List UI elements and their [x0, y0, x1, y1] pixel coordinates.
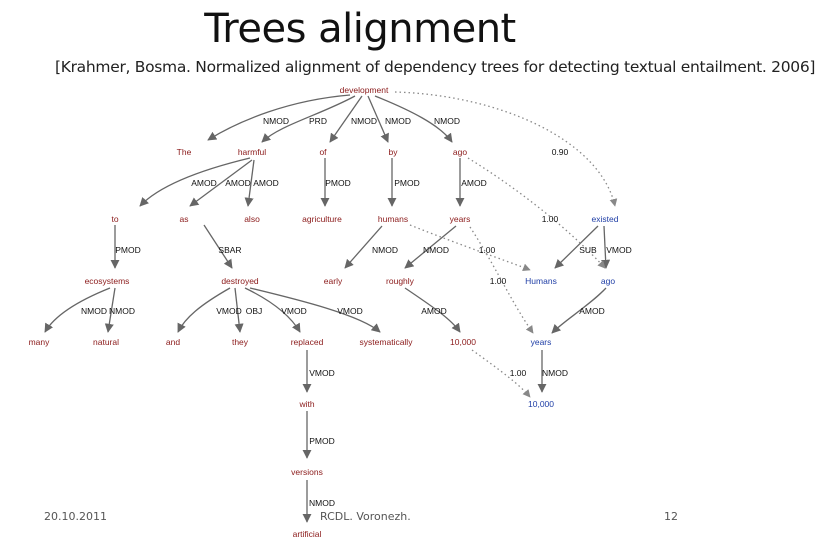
- word-node: natural: [93, 337, 119, 347]
- edge-label: VMOD: [216, 306, 242, 316]
- word-node: systematically: [359, 337, 413, 347]
- edge-label: AMOD: [225, 178, 251, 188]
- word-node: they: [231, 337, 249, 347]
- edge-label: NMOD: [263, 116, 289, 126]
- edge-label: AMOD: [253, 178, 279, 188]
- word-node: also: [244, 214, 260, 224]
- alignment-score: 1.00: [478, 245, 496, 255]
- word-node: agriculture: [302, 214, 342, 224]
- edge-label: NMOD: [81, 306, 107, 316]
- word-node: development: [339, 85, 389, 95]
- word-node-aligned: Humans: [525, 276, 557, 286]
- alignment-score: 1.00: [509, 368, 527, 378]
- word-node: early: [323, 276, 343, 286]
- word-node: ago: [452, 147, 468, 157]
- word-node-aligned: years: [530, 337, 552, 347]
- word-node: with: [299, 399, 315, 409]
- word-node: years: [449, 214, 471, 224]
- edge-label: PMOD: [394, 178, 420, 188]
- edge-label: VMOD: [281, 306, 307, 316]
- edge-label: VMOD: [606, 245, 632, 255]
- edge-label: NMOD: [309, 498, 335, 508]
- word-node: to: [111, 214, 119, 224]
- slide-title: Trees alignment: [204, 6, 516, 52]
- word-node: humans: [377, 214, 409, 224]
- edge-label: PRD: [309, 116, 327, 126]
- word-node: many: [28, 337, 50, 347]
- edge-label: PMOD: [115, 245, 141, 255]
- word-node: harmful: [237, 147, 267, 157]
- word-node: of: [319, 147, 327, 157]
- word-node-aligned: existed: [591, 214, 619, 224]
- word-node: replaced: [290, 337, 324, 347]
- edge-label: SUB: [579, 245, 597, 255]
- word-node: versions: [291, 467, 323, 477]
- word-node: by: [388, 147, 398, 157]
- edge-label: NMOD: [372, 245, 398, 255]
- word-node: ecosystems: [84, 276, 130, 286]
- edge-label: SBAR: [218, 245, 242, 255]
- page-number: 12: [664, 510, 678, 523]
- edge-label: NMOD: [109, 306, 135, 316]
- edge-label: VMOD: [337, 306, 363, 316]
- edge-label: AMOD: [421, 306, 447, 316]
- edge-labels: [81, 116, 632, 508]
- word-node-aligned: ago: [600, 276, 616, 286]
- alignment-score: 1.00: [489, 276, 507, 286]
- word-node: The: [176, 147, 192, 157]
- edge-label: NMOD: [385, 116, 411, 126]
- edge-label: AMOD: [461, 178, 487, 188]
- footer-date: 20.10.2011: [44, 510, 107, 523]
- citation: [Krahmer, Bosma. Normalized alignment of dependency trees for detecting textual entailment. 2006]: [55, 58, 815, 76]
- alignment-score: 1.00: [541, 214, 559, 224]
- word-node: as: [179, 214, 189, 224]
- edge-label: NMOD: [542, 368, 568, 378]
- word-node: artificial: [292, 529, 322, 539]
- word-node: destroyed: [221, 276, 259, 286]
- word-node-aligned: 10,000: [528, 399, 554, 409]
- edge-label: VMOD: [309, 368, 335, 378]
- footer-center: RCDL. Voronezh.: [320, 510, 411, 523]
- alignment-score: 0.90: [551, 147, 569, 157]
- edge-label: AMOD: [191, 178, 217, 188]
- alignment-edge: [395, 92, 615, 206]
- edge-label: NMOD: [351, 116, 377, 126]
- edge-label: NMOD: [434, 116, 460, 126]
- edge-label: OBJ: [245, 306, 263, 316]
- word-node: and: [165, 337, 181, 347]
- edge-label: NMOD: [423, 245, 449, 255]
- word-node: roughly: [386, 276, 414, 286]
- word-node: 10,000: [450, 337, 476, 347]
- edge-label: PMOD: [325, 178, 351, 188]
- edge-label: AMOD: [579, 306, 605, 316]
- edge-label: PMOD: [309, 436, 335, 446]
